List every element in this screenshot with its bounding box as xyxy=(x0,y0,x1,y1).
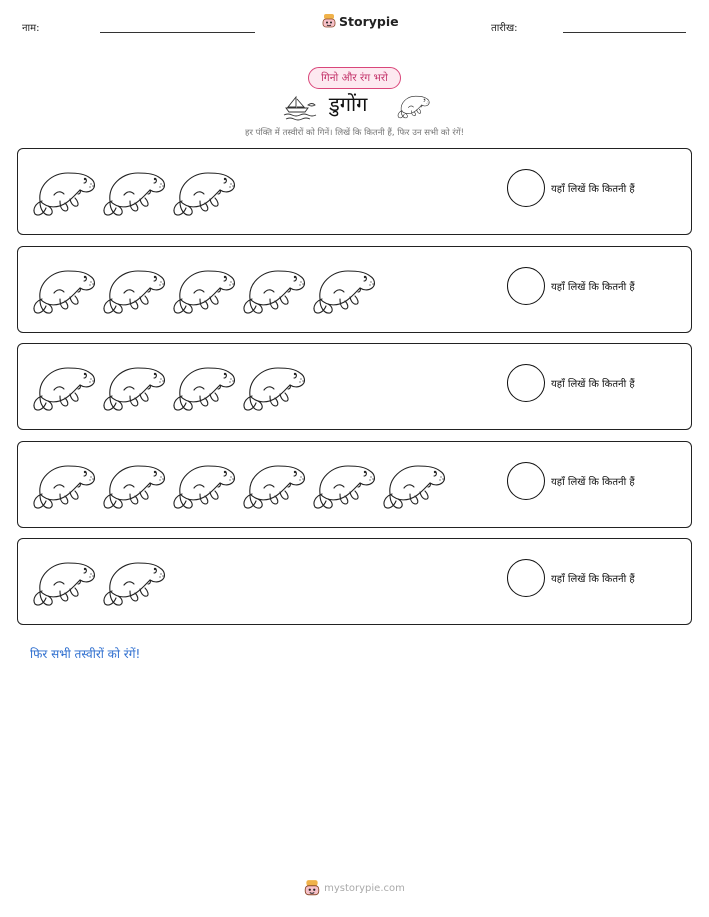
dugong-icon[interactable] xyxy=(30,161,96,223)
dugong-icon[interactable] xyxy=(100,356,166,418)
title-row xyxy=(282,90,432,122)
dugong-icon[interactable] xyxy=(30,551,96,613)
footer xyxy=(0,879,709,897)
answer-circle[interactable] xyxy=(507,462,545,500)
dugong-icon[interactable] xyxy=(30,356,96,418)
dugong-icon[interactable] xyxy=(30,259,96,321)
pie-mascot-icon xyxy=(322,13,336,29)
answer-label: यहाँ लिखें कि कितनी हैं xyxy=(551,476,635,488)
page-title: डुगोंग xyxy=(329,92,368,116)
dugong-group xyxy=(30,551,166,613)
footer-url: mystorypie.com xyxy=(324,882,405,894)
answer-circle[interactable] xyxy=(507,364,545,402)
answer-circle[interactable] xyxy=(507,559,545,597)
dugong-icon[interactable] xyxy=(170,356,236,418)
dugong-icon[interactable] xyxy=(170,161,236,223)
dugong-icon[interactable] xyxy=(310,454,376,516)
name-label: नाम: xyxy=(22,23,40,34)
ocean-scene-icon xyxy=(282,93,318,121)
dugong-icon[interactable] xyxy=(100,259,166,321)
answer-label: यहाँ लिखें कि कितनी हैं xyxy=(551,281,635,293)
dugong-icon[interactable] xyxy=(30,454,96,516)
dugong-icon[interactable] xyxy=(310,259,376,321)
dugong-icon xyxy=(396,90,430,122)
date-label: तारीख: xyxy=(491,23,518,34)
name-line[interactable] xyxy=(100,32,255,33)
dugong-icon[interactable] xyxy=(100,161,166,223)
dugong-icon[interactable] xyxy=(240,259,306,321)
brand xyxy=(322,13,399,29)
activity-badge: गिनो और रंग भरो xyxy=(308,67,401,89)
dugong-icon[interactable] xyxy=(240,356,306,418)
counting-row xyxy=(17,343,692,430)
answer-label: यहाँ लिखें कि कितनी हैं xyxy=(551,379,635,390)
dugong-group xyxy=(30,259,376,321)
dugong-icon[interactable] xyxy=(170,259,236,321)
dugong-group xyxy=(30,356,306,418)
counting-row xyxy=(17,246,692,333)
footer-note: फिर सभी तस्वीरों को रंगें! xyxy=(30,647,141,661)
answer-label: यहाँ लिखें कि कितनी हैं xyxy=(551,574,635,585)
dugong-group xyxy=(30,454,446,516)
dugong-icon[interactable] xyxy=(380,454,446,516)
answer-circle[interactable] xyxy=(507,267,545,305)
dugong-group xyxy=(30,161,236,223)
dugong-icon[interactable] xyxy=(170,454,236,516)
pie-mascot-icon xyxy=(304,879,320,897)
counting-row xyxy=(17,148,692,235)
answer-label: यहाँ लिखें कि कितनी हैं xyxy=(551,184,635,195)
dugong-icon[interactable] xyxy=(100,454,166,516)
dugong-icon[interactable] xyxy=(240,454,306,516)
dugong-icon[interactable] xyxy=(100,551,166,613)
counting-row xyxy=(17,441,692,528)
instruction-text: हर पंक्ति में तस्वीरों को गिनें। लिखें कि कितनी हैं, फिर उन सभी को रंगें! xyxy=(244,128,465,138)
answer-circle[interactable] xyxy=(507,169,545,207)
brand-name: Storypie xyxy=(339,13,399,29)
counting-row xyxy=(17,538,692,625)
date-line[interactable] xyxy=(563,32,686,33)
